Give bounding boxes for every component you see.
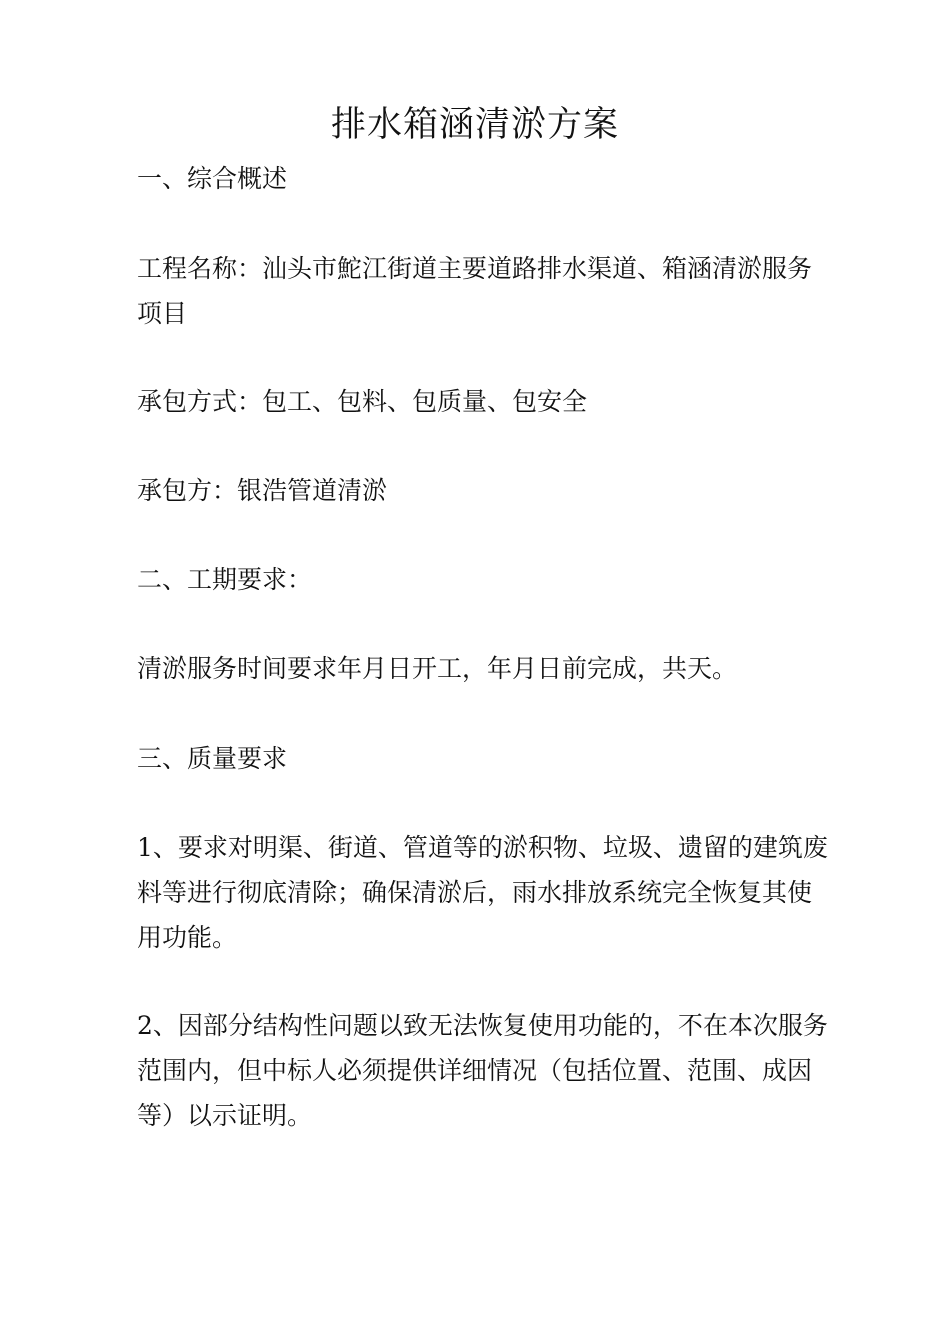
section-heading-quality: 三、质量要求 [137, 744, 288, 773]
quality-item-2: 2、因部分结构性问题以致无法恢复使用功能的，不在本次服务范围内，但中标人必须提供详细情况（包括位置、范围、成因等）以示证明。 [137, 1011, 828, 1130]
section-heading-schedule: 二、工期要求： [137, 565, 313, 594]
document-title: 排水箱涵清淤方案 [330, 105, 619, 145]
schedule-paragraph: 清淤服务时间要求年月日开工，年月日前完成，共天。 [137, 654, 738, 683]
contract-method-paragraph: 承包方式：包工、包料、包质量、包安全 [137, 387, 588, 416]
contractor-paragraph: 承包方：银浩管道清淤 [137, 476, 388, 505]
section-heading-overview: 一、综合概述 [137, 164, 288, 193]
quality-item-1: 1、要求对明渠、街道、管道等的淤积物、垃圾、遗留的建筑废料等进行彻底清除；确保清淤后，雨水排放系统完全恢复其使用功能。 [137, 833, 828, 952]
project-name-paragraph: 工程名称：汕头市鮀江街道主要道路排水渠道、箱涵清淤服务项目 [137, 254, 813, 328]
